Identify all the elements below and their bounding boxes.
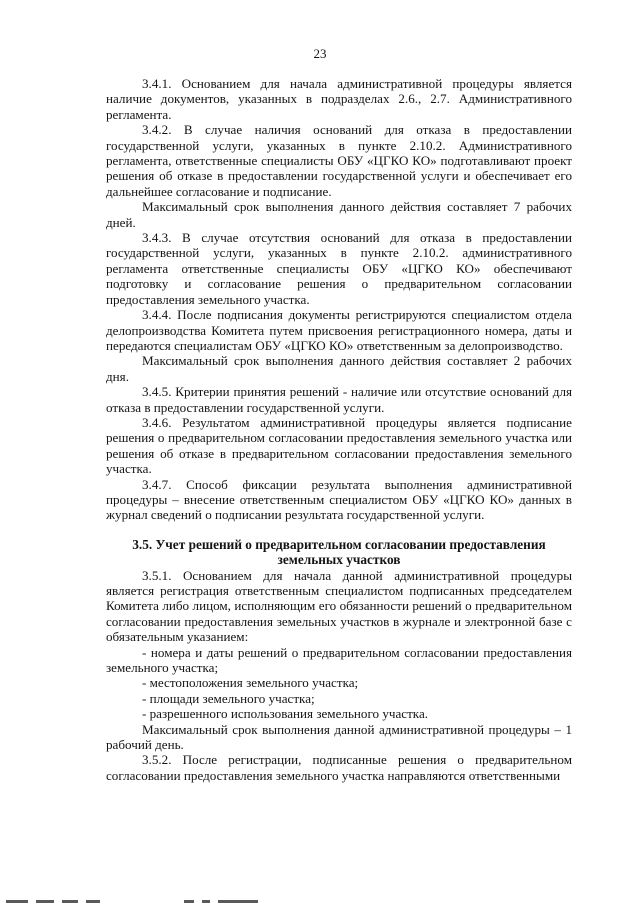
list-item: - разрешенного использования земельного участка. (142, 706, 429, 722)
scan-mark (202, 900, 210, 903)
list-item: - номера и даты решений о предварительном согласовании предоставления земельного участка; (106, 644, 572, 676)
paragraph-3-4-5: 3.4.5. Критерии принятия решений - наличие или отсутствие оснований для отказа в предоставлении государственной услуги. (106, 384, 572, 415)
list-item: - площади земельного участка; (142, 690, 315, 706)
paragraph-3-5-2: 3.5.2. После регистрации, подписанные решения о предварительном согласовании предоставления земельного участка направляются ответственными (106, 752, 572, 783)
document-body (106, 76, 572, 783)
page-number: 23 (313, 46, 327, 61)
scan-mark (36, 900, 54, 903)
paragraph-3-4-3: 3.4.3. В случае отсутствия оснований для отказа в предоставлении государственной услуги, указанных в пункте 2.10.2. административного регламента ответственные специалисты ОБУ «ЦГКО КО» обеспечивают подготовку и согласование решения о предварительном согласовании предоставления земельного участка. (106, 230, 572, 307)
scan-edge-marks (6, 895, 306, 903)
required-fields-list (106, 645, 572, 722)
paragraph-3-4-2: 3.4.2. В случае наличия оснований для отказа в предоставлении государственной услуги, указанных в пункте 2.10.2. Административного регламента, ответственные специалисты ОБУ «ЦГКО КО» подготавливают проект решения об отказе в предоставлении государственной услуги и обеспечивает его дальнейшее согласование и подписание. (106, 122, 572, 199)
scan-mark (86, 900, 100, 903)
paragraph-3-4-6: 3.4.6. Результатом административной процедуры является подписание решения о предварительном согласовании предоставления земельного участка или решения об отказе в предварительном согласовании предоставления земельного участка. (106, 414, 572, 477)
paragraph-3-5-1: 3.5.1. Основанием для начала данной административной процедуры является регистрация ответственным специалистом подписанных председателем Комитета либо лицом, исполняющим его обязанности решений о предварительном согласовании предоставления земельных участков в журнале и электронной базе с обязательным указанием: (106, 567, 572, 645)
paragraph-deadline-2-days: Максимальный срок выполнения данного действия составляет 2 рабочих дня. (106, 353, 572, 384)
paragraph-deadline-7-days: Максимальный срок выполнения данного действия составляет 7 рабочих дней. (106, 199, 572, 230)
paragraph-3-4-7: 3.4.7. Способ фиксации результата выполнения административной процедуры – внесение ответственным специалистом ОБУ «ЦГКО КО» данных в журнал сведений о подписании результата государственной услуги. (106, 476, 572, 523)
paragraph-deadline-1-day: Максимальный срок выполнения данной административной процедуры – 1 рабочий день. (106, 721, 572, 753)
scan-mark (62, 900, 78, 903)
scan-mark (6, 900, 28, 903)
list-item: - местоположения земельного участка; (142, 675, 359, 691)
section-heading-3-5: 3.5. Учет решений о предварительном согласовании предоставления земельных участков (132, 536, 546, 568)
paragraph-3-4-1: 3.4.1. Основанием для начала административной процедуры является наличие документов, указанных в подразделах 2.6., 2.7. Административного регламента. (106, 76, 572, 122)
scan-mark (184, 900, 194, 903)
paragraph-3-4-4: 3.4.4. После подписания документы регистрируются специалистом отдела делопроизводства Комитета путем присвоения регистрационного номера, даты и передаются специалистам ОБУ «ЦГКО КО» ответственным за делопроизводство. (106, 307, 572, 353)
scan-mark (218, 900, 258, 903)
